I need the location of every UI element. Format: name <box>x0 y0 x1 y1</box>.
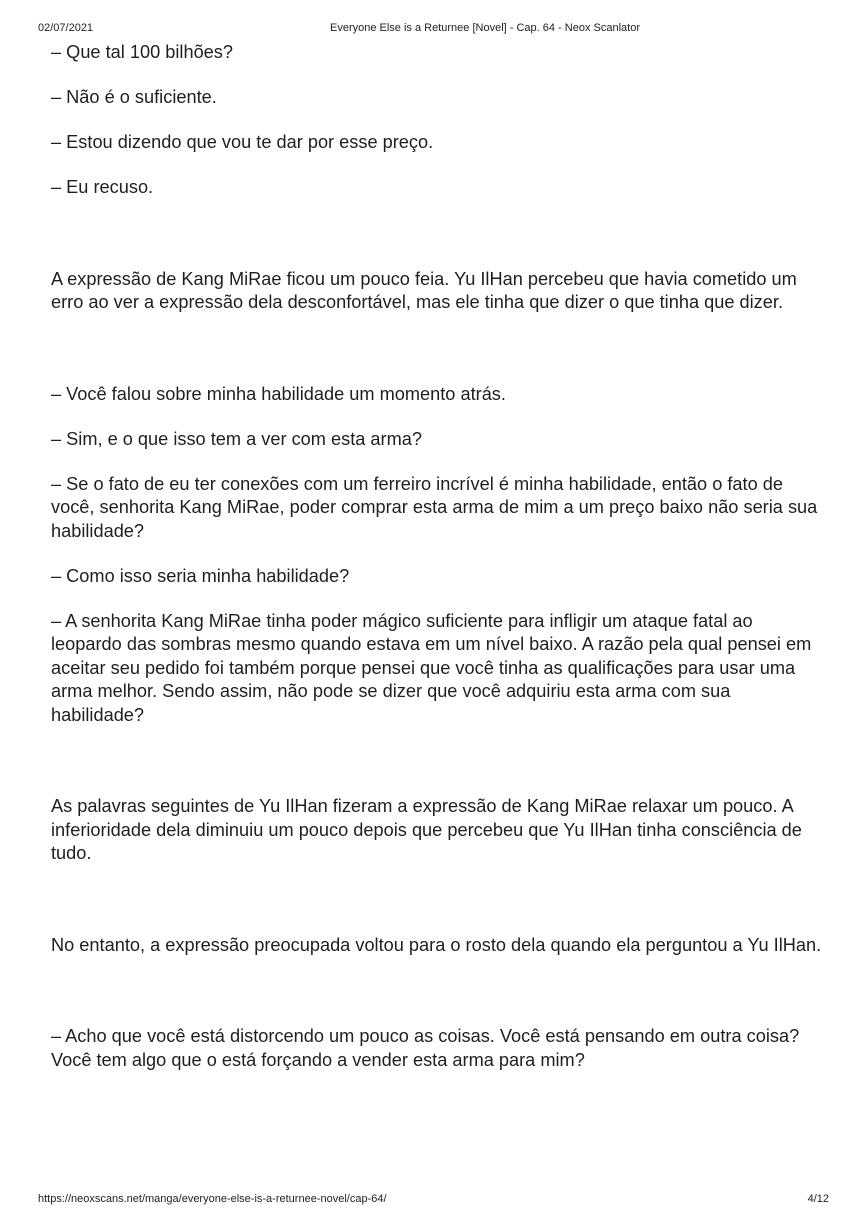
print-footer <box>0 1192 868 1206</box>
dialogue-line: – Acho que você está distorcendo um pouco as coisas. Você está pensando em outra coisa? Você tem algo que o está forçando a vender esta arma para mim? <box>51 1026 800 1070</box>
dialogue-line: – Estou dizendo que vou te dar por esse preço. <box>51 132 434 152</box>
dialogue-line: – Sim, e o que isso tem a ver com esta arma? <box>51 428 422 449</box>
dialogue-line: – Você falou sobre minha habilidade um momento atrás. <box>51 383 506 404</box>
narration-paragraph: No entanto, a expressão preocupada voltou para o rosto dela quando ela perguntou a Yu IlHan. <box>51 934 822 955</box>
print-header <box>0 21 868 35</box>
narration-paragraph: As palavras seguintes de Yu IlHan fizeram a expressão de Kang MiRae relaxar um pouco. A inferioridade dela diminuiu um pouco depois que percebeu que Yu IlHan tinha consciência de tudo. <box>51 796 802 863</box>
dialogue-line: – A senhorita Kang MiRae tinha poder mágico suficiente para infligir um ataque fatal ao leopardo das sombras mesmo quando estava em um nível baixo. A razão pela qual pensei em aceitar seu pedido foi também porque pensei que você tinha as qualificações para usar uma arma melhor. Sendo assim, não pode se dizer que você adquiriu esta arma com sua habilidade? <box>51 610 812 725</box>
dialogue-line: – Como isso seria minha habilidade? <box>51 565 350 586</box>
document-title: Everyone Else is a Returnee [Novel] - Cap. 64 - Neox Scanlator <box>330 22 640 34</box>
print-date: 02/07/2021 <box>38 22 94 34</box>
page-number: 4/12 <box>807 1193 829 1205</box>
chapter-text <box>51 41 826 1072</box>
dialogue-line: – Se o fato de eu ter conexões com um ferreiro incrível é minha habilidade, então o fato de você, senhorita Kang MiRae, poder comprar esta arma de mim a um preço baixo não seria sua habilidade? <box>51 473 818 541</box>
narration-paragraph: A expressão de Kang MiRae ficou um pouco feia. Yu IlHan percebeu que havia cometido um erro ao ver a expressão dela desconfortável, mas ele tinha que dizer o que tinha que dizer. <box>51 268 797 312</box>
dialogue-line: – Eu recuso. <box>51 177 154 197</box>
dialogue-line: – Que tal 100 bilhões? <box>51 42 234 62</box>
page-url: https://neoxscans.net/manga/everyone-else-is-a-returnee-novel/cap-64/ <box>38 1193 387 1205</box>
dialogue-line: – Não é o suficiente. <box>51 87 217 107</box>
